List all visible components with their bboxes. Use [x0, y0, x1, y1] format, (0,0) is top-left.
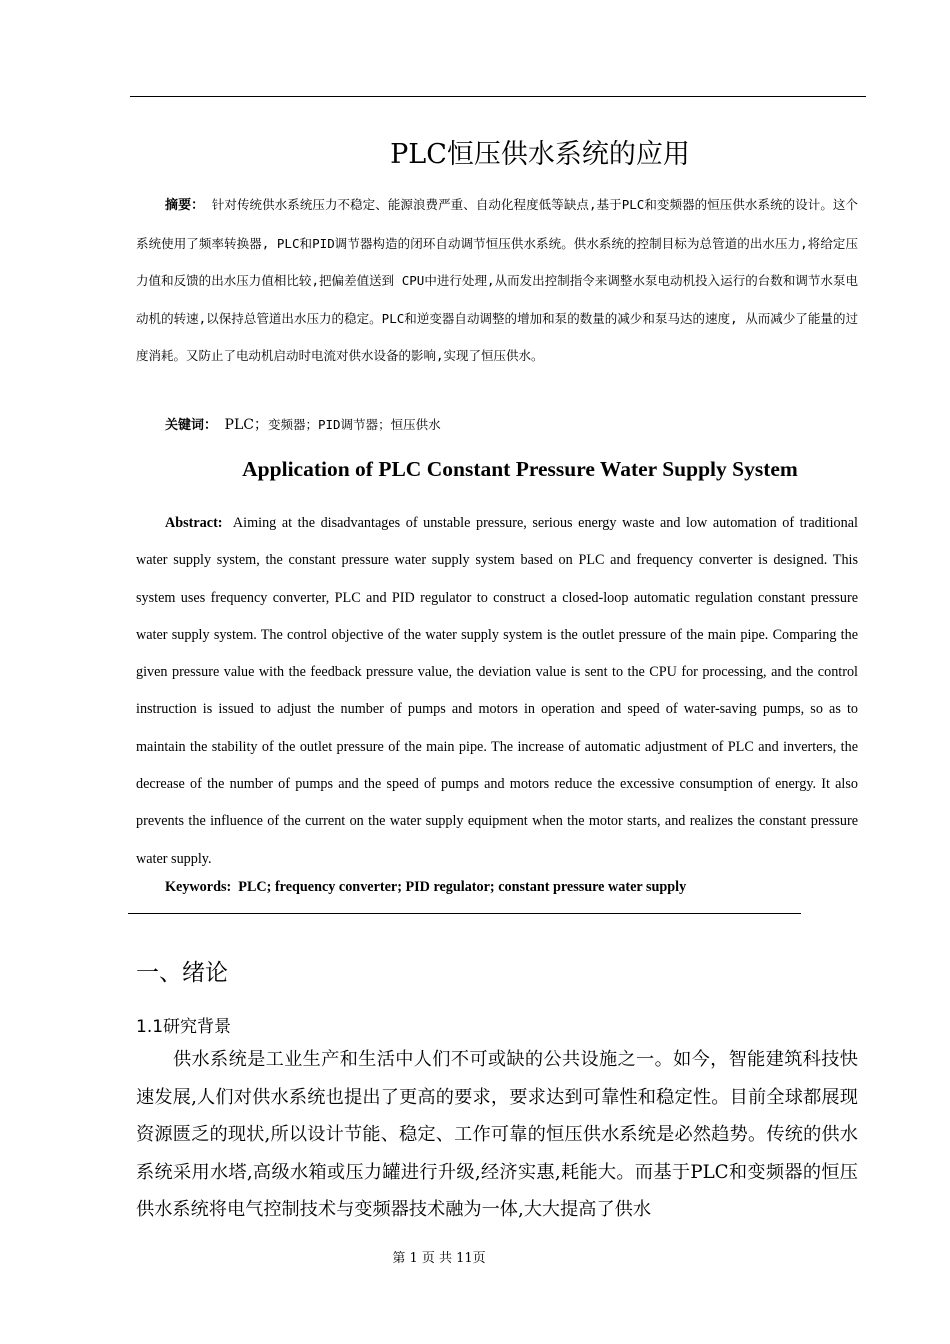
chinese-keywords: [165, 414, 441, 434]
english-abstract: [136, 505, 858, 878]
subsection-heading: 1.1研究背景: [136, 1017, 232, 1037]
english-keywords-label: Keywords:: [165, 879, 232, 895]
keyword-item: 变频器；: [267, 417, 318, 432]
chinese-abstract: [136, 186, 858, 375]
keyword-item: 恒压供水: [390, 417, 441, 432]
english-title: Application of PLC Constant Pressure Water Supply System: [242, 457, 798, 481]
body-paragraph: 供水系统是工业生产和生活中人们不可或缺的公共设施之一。如今，智能建筑科技快速发展,人们对供水系统也提出了更高的要求，要求达到可靠性和稳定性。目前全球都展现资源匮乏的现状,所以设计节能、稳定、工作可靠的恒压供水系统是必然趋势。传统的供水系统采用水塔,高级水箱或压力罐进行升级,经济实惠,耗能大。而基于PLC和变频器的恒压供水系统将电气控制技术与变频器技术融为一体,大大提高了供水: [136, 1049, 858, 1220]
chinese-abstract-text: 针对传统供水系统压力不稳定、能源浪费严重、自动化程度低等缺点,基于PLC和变频器的恒压供水系统的设计。这个系统使用了频率转换器, PLC和PID调节器构造的闭环自动调节恒压供水系统。供水系统的控制目标为总管道的出水压力,将给定压力值和反馈的出水压力值相比较,把偏差值送到 CPU中进行处理,从而发出控制指令来调整水泵电动机投入运行的台数和调节水泵电动机的转速,以保持总管道出水压力的稳定。PLC和逆变器自动调整的增加和泵的数量的减少和泵马达的速度, 从而减少了能量的过度消耗。又防止了电动机启动时电流对供水设备的影响,实现了恒压供水。: [136, 197, 858, 363]
page-footer: 第 1 页 共 11页: [392, 1251, 486, 1266]
keyword-item: PID调节器；: [318, 417, 391, 432]
header-rule: [130, 96, 866, 97]
section-heading: 一、绪论: [136, 960, 228, 986]
english-keywords-text: PLC; frequency converter; PID regulator; constant pressure water supply: [238, 879, 687, 895]
section-divider: [128, 913, 801, 914]
keyword-item: PLC；: [224, 417, 268, 433]
chinese-keywords-label: 关键词：: [165, 418, 218, 433]
english-keywords: [165, 879, 686, 896]
page-title: PLC恒压供水系统的应用: [390, 139, 690, 170]
english-abstract-text: Aiming at the disadvantages of unstable pressure, serious energy waste and low automation of traditional water supply system, the constant pressure water supply system based on PLC and frequency converter is designed. This system uses frequency converter, PLC and PID regulator to construct a closed-loop automatic regulation constant pressure water supply system. The control objective of the water supply system is the outlet pressure of the main pipe. Comparing the given pressure value with the feedback pressure value, the deviation value is sent to the CPU for processing, and the control instruction is issued to adjust the number of pumps and motors in operation and speed of water-saving pumps, so as to maintain the stability of the outlet pressure of the main pipe. The increase of automatic adjustment of PLC and inverters, the decrease of the number of pumps and the speed of pumps and motors reduce the excessive consumption of energy. It also prevents the influence of the current on the water supply equipment when the motor starts, and realizes the constant pressure water supply.: [136, 515, 858, 867]
english-abstract-label: Abstract:: [165, 515, 223, 531]
chinese-abstract-label: 摘要：: [165, 198, 205, 213]
